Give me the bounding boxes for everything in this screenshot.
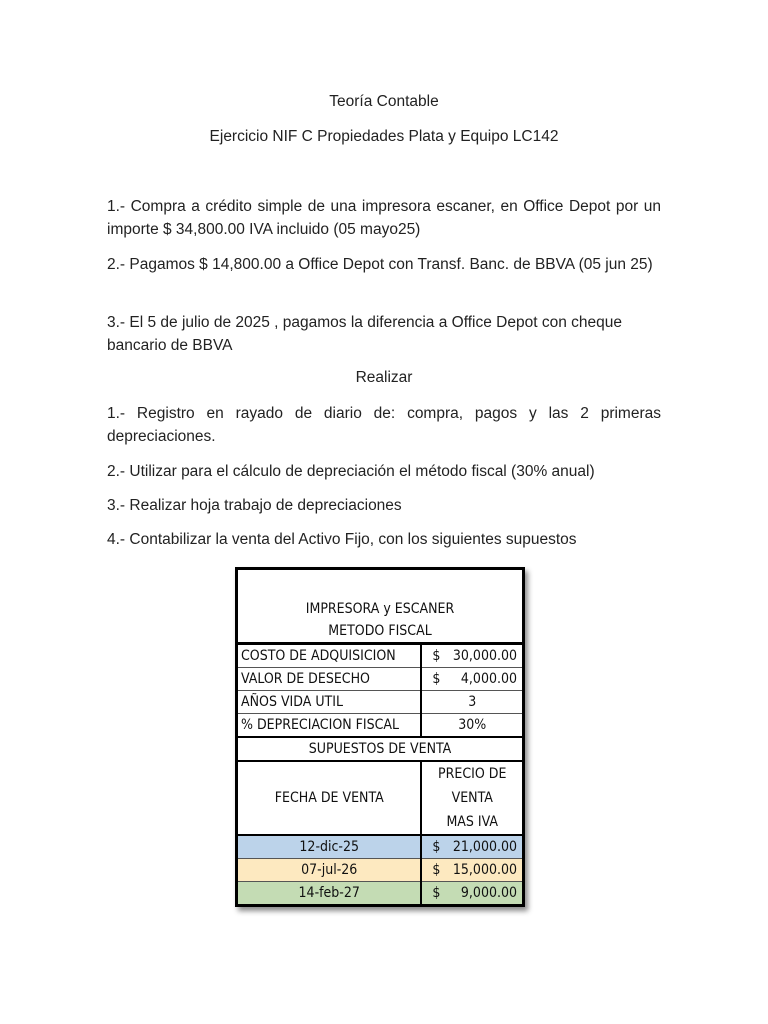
- amount: 21,000.00: [452, 839, 517, 855]
- task-4: 4.- Contabilizar la venta del Activo Fijo, con los siguientes supuestos: [107, 531, 577, 548]
- fecha-header: FECHA DE VENTA: [237, 761, 422, 835]
- supuestos-header: SUPUESTOS DE VENTA: [237, 737, 524, 761]
- table-row: [237, 691, 524, 714]
- amount: 4,000.00: [460, 671, 517, 687]
- row-label: AÑOS VIDA UTIL: [237, 691, 422, 714]
- table-row: [237, 859, 524, 882]
- amount: 30,000.00: [452, 648, 517, 664]
- document-title: Teoría Contable: [329, 93, 439, 110]
- venta-precio: [421, 859, 523, 882]
- row-value: [421, 644, 523, 668]
- task-3: 3.- Realizar hoja trabajo de depreciaciones: [107, 497, 402, 514]
- currency-symbol: $: [432, 839, 441, 855]
- table-title-line-2: METODO FISCAL: [328, 623, 432, 639]
- precio-header: [421, 761, 523, 835]
- table-row: [237, 714, 524, 738]
- precio-header-line-2: VENTA: [451, 790, 493, 806]
- realizar-heading: Realizar: [355, 369, 413, 386]
- venta-precio: [421, 835, 523, 859]
- table-title: [237, 569, 524, 644]
- currency-symbol: $: [432, 648, 441, 664]
- venta-fecha: 07-jul-26: [237, 859, 422, 882]
- table-row: [237, 835, 524, 859]
- table-row: [237, 668, 524, 691]
- exercise-subtitle: Ejercicio NIF C Propiedades Plata y Equipo LC142: [209, 128, 559, 145]
- amount: 9,000.00: [460, 885, 517, 901]
- currency-symbol: $: [432, 862, 441, 878]
- statement-3: 3.- El 5 de julio de 2025 , pagamos la diferencia a Office Depot con cheque bancario de BBVA: [107, 314, 622, 354]
- venta-fecha: 14-feb-27: [237, 882, 422, 906]
- ventas-header-row: [237, 761, 524, 835]
- currency-symbol: $: [432, 885, 441, 901]
- precio-header-line-3: MAS IVA: [446, 814, 498, 830]
- venta-fecha: 12-dic-25: [237, 835, 422, 859]
- row-value: 30%: [421, 714, 523, 738]
- amount: 15,000.00: [452, 862, 517, 878]
- statement-1: 1.- Compra a crédito simple de una impresora escaner, en Office Depot por un importe $ 34,800.00 IVA incluido (05 mayo25): [107, 198, 661, 238]
- depreciation-table: [235, 567, 525, 907]
- table-row: [237, 644, 524, 668]
- currency-symbol: $: [432, 671, 441, 687]
- table-title-row: [237, 569, 524, 644]
- task-1: 1.- Registro en rayado de diario de: compra, pagos y las 2 primeras depreciaciones.: [107, 405, 661, 445]
- row-label: VALOR DE DESECHO: [237, 668, 422, 691]
- table-title-line-1: IMPRESORA y ESCANER: [305, 601, 455, 617]
- row-value: [421, 668, 523, 691]
- statement-2: 2.- Pagamos $ 14,800.00 a Office Depot con Transf. Banc. de BBVA (05 jun 25): [107, 256, 653, 273]
- supuestos-header-row: [237, 737, 524, 761]
- table-row: [237, 882, 524, 906]
- row-label: COSTO DE ADQUISICION: [237, 644, 422, 668]
- task-2: 2.- Utilizar para el cálculo de depreciación el método fiscal (30% anual): [107, 463, 595, 480]
- row-label: % DEPRECIACION FISCAL: [237, 714, 422, 738]
- venta-precio: [421, 882, 523, 906]
- precio-header-line-1: PRECIO DE: [438, 766, 507, 782]
- row-value: 3: [421, 691, 523, 714]
